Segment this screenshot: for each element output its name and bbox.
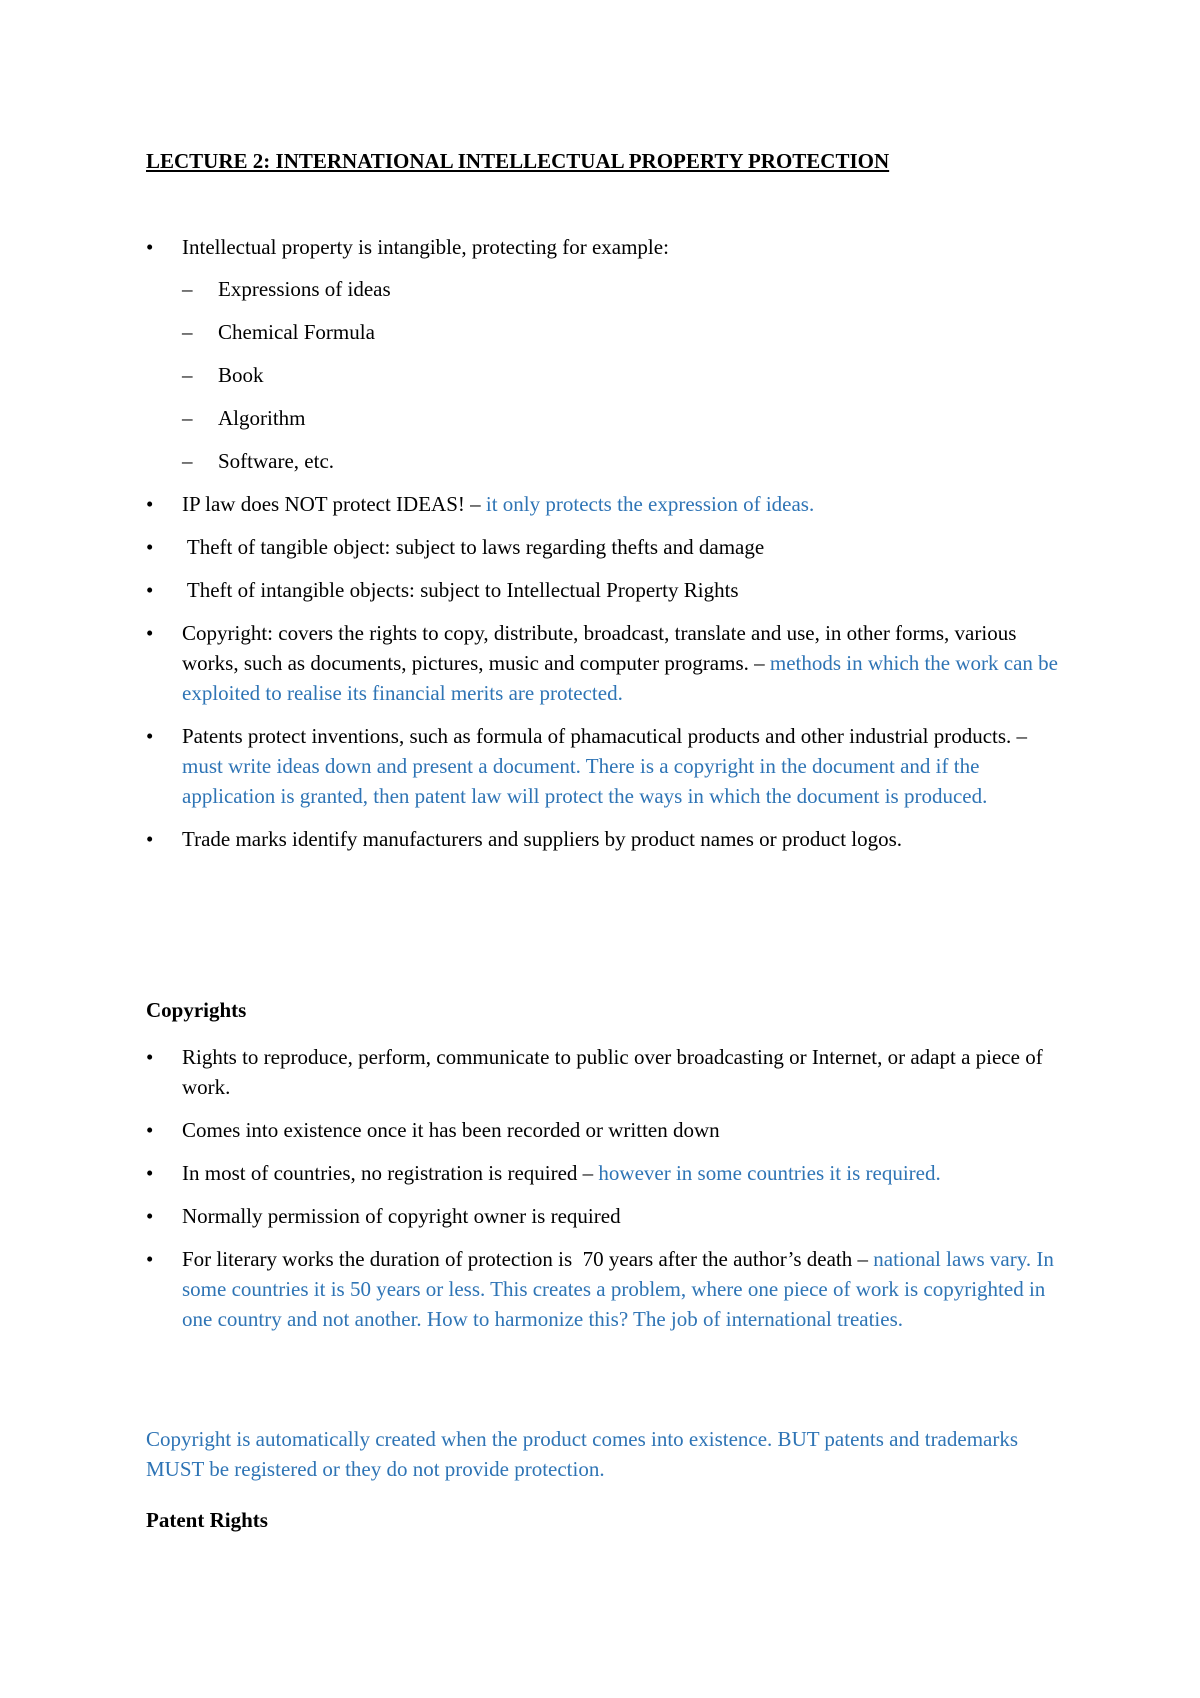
list-item	[146, 532, 1066, 562]
bullet-glyph: •	[146, 1247, 154, 1271]
list-item	[146, 1042, 1066, 1102]
list-item	[146, 824, 1066, 854]
list-item	[146, 1158, 1066, 1188]
example-text: Expressions of ideas	[218, 277, 391, 301]
patents-annotation: must write ideas down and present a document. There is a copyright in the document and if the application is granted, then patent law will protect the ways in which the document is produced.	[182, 754, 988, 808]
ip-overview-list	[146, 232, 1066, 854]
dash-glyph: –	[182, 277, 193, 301]
ideas-text: IP law does NOT protect IDEAS! –	[182, 492, 486, 516]
registration-annotation: however in some countries it is required.	[598, 1161, 941, 1185]
list-item	[146, 1244, 1066, 1334]
list-item	[146, 1201, 1066, 1231]
registration-text: In most of countries, no registration is required –	[182, 1161, 599, 1185]
example-text: Book	[218, 363, 264, 387]
dash-glyph: –	[182, 363, 193, 387]
example-text: Algorithm	[218, 406, 306, 430]
intro-text: Intellectual property is intangible, protecting for example:	[182, 235, 669, 259]
theft-intangible-text: Theft of intangible objects: subject to Intellectual Property Rights	[182, 578, 739, 602]
dash-glyph: –	[182, 449, 193, 473]
bullet-glyph: •	[146, 621, 154, 645]
bullet-glyph: •	[146, 1118, 154, 1142]
example-item	[146, 317, 1066, 347]
copyright-annotation: methods in which the work can be exploited to realise its financial merits are protected.	[182, 651, 1058, 705]
bullet-glyph: •	[146, 492, 154, 516]
dash-glyph: –	[182, 406, 193, 430]
bullet-glyph: •	[146, 578, 154, 602]
list-item	[146, 232, 1066, 262]
patent-rights-heading: Patent Rights	[146, 1508, 268, 1532]
dash-glyph: –	[182, 320, 193, 344]
bullet-glyph: •	[146, 235, 154, 259]
example-text: Chemical Formula	[218, 320, 375, 344]
permission-text: Normally permission of copyright owner is required	[182, 1204, 621, 1228]
list-item	[146, 489, 1066, 519]
theft-tangible-text: Theft of tangible object: subject to laws regarding thefts and damage	[182, 535, 765, 559]
lecture-title: LECTURE 2: INTERNATIONAL INTELLECTUAL PROPERTY PROTECTION	[146, 149, 890, 173]
example-item	[146, 403, 1066, 433]
ideas-annotation: it only protects the expression of ideas.	[485, 492, 815, 516]
copyright-note: Copyright is automatically created when the product comes into existence. BUT patents and trademarks MUST be registered or they do not provide protection.	[146, 1427, 1019, 1481]
patents-text: Patents protect inventions, such as formula of phamacutical products and other industrial products. –	[182, 724, 1028, 748]
bullet-glyph: •	[146, 724, 154, 748]
bullet-glyph: •	[146, 1204, 154, 1228]
list-item	[146, 721, 1066, 811]
trademarks-text: Trade marks identify manufacturers and suppliers by product names or product logos.	[182, 827, 903, 851]
example-item	[146, 446, 1066, 476]
bullet-glyph: •	[146, 827, 154, 851]
rights-text: Rights to reproduce, perform, communicate to public over broadcasting or Internet, or adapt a piece of work.	[182, 1045, 1043, 1099]
example-item	[146, 360, 1066, 390]
duration-annotation: national laws vary. In some countries it is 50 years or less. This creates a problem, where one piece of work is copyrighted in one country and not another. How to harmonize this? The job of international treaties.	[182, 1247, 1054, 1331]
list-item	[146, 1115, 1066, 1145]
copyrights-heading: Copyrights	[146, 998, 247, 1022]
list-item	[146, 618, 1066, 708]
list-item	[146, 575, 1066, 605]
copyright-text: Copyright: covers the rights to copy, distribute, broadcast, translate and use, in other forms, various works, such as documents, pictures, music and computer programs. –	[182, 621, 1017, 675]
bullet-glyph: •	[146, 1045, 154, 1069]
example-text: Software, etc.	[218, 449, 335, 473]
copyrights-list	[146, 1042, 1066, 1334]
example-item	[146, 274, 1066, 304]
bullet-glyph: •	[146, 1161, 154, 1185]
existence-text: Comes into existence once it has been recorded or written down	[182, 1118, 720, 1142]
duration-text: For literary works the duration of protection is 70 years after the author’s death –	[182, 1247, 868, 1271]
bullet-glyph: •	[146, 535, 154, 559]
